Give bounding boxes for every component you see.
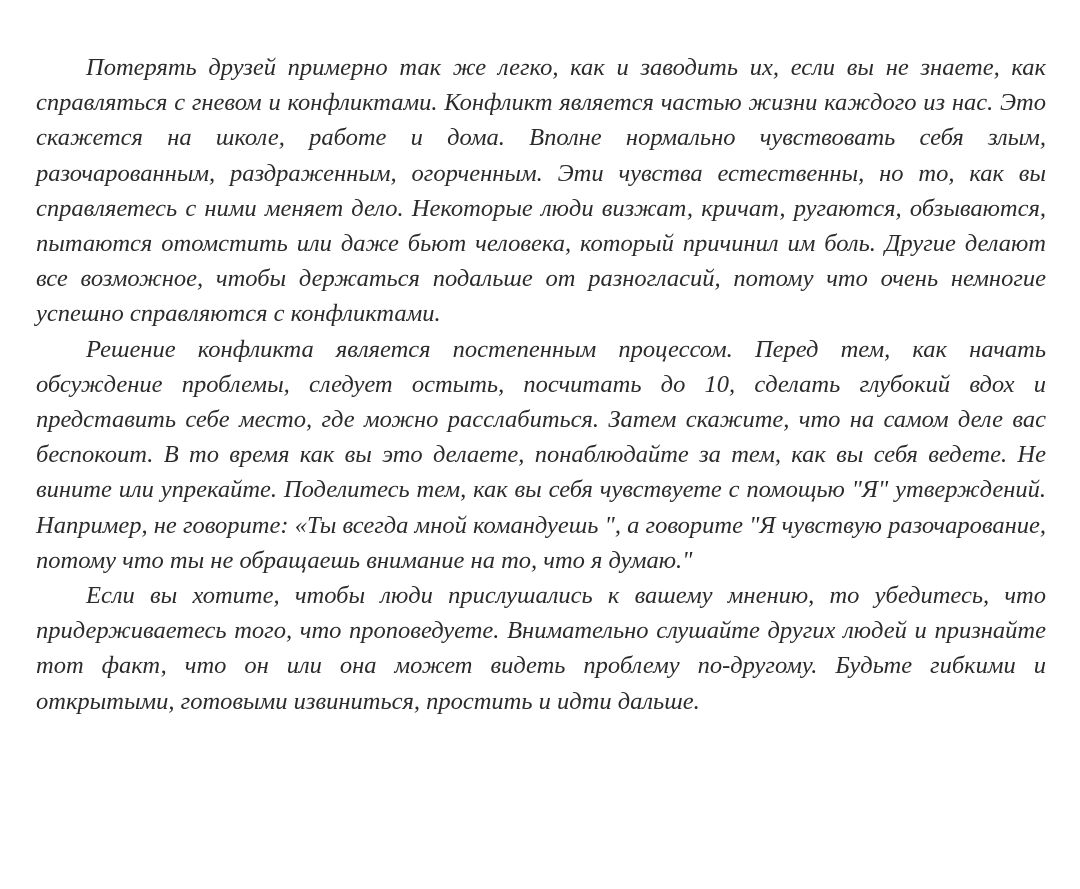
paragraph-3: Если вы хотите, чтобы люди прислушались к вашему мнению, то убедитесь, что придерживаетесь того, что проповедуете. Внимательно слушайте других людей и признайте тот факт, что он или она может видеть проблему по-другому. Будьте гибкими и открытыми, готовыми извиниться, простить и идти дальше. — [36, 582, 1046, 715]
paragraph-1: Потерять друзей примерно так же легко, как и заводить их, если вы не знаете, как справляться с гневом и конфликтами. Конфликт является частью жизни каждого из нас. Это скажется на школе, работе и дома. Вполне нормально чувствовать себя злым, разочарованным, раздраженным, огорченным. Эти чувства естественны, но то, как вы справляетесь с ними меняет дело. Некоторые люди визжат, кричат, ругаются, обзываются, пытаются отомстить или даже бьют человека, который причинил им боль. Другие делают все возможное, чтобы держаться подальше от разногласий, потому что очень немногие успешно справляются с конфликтами. — [36, 54, 1046, 328]
document-page — [36, 50, 1046, 719]
paragraph-2: Решение конфликта является постепенным процессом. Перед тем, как начать обсуждение проблемы, следует остыть, посчитать до 10, сделать глубокий вдох и представить себе место, где можно расслабиться. Затем скажите, что на самом деле вас беспокоит. В то время как вы это делаете, понаблюдайте за тем, как вы себя ведете. Не вините или упрекайте. Поделитесь тем, как вы себя чувствуете с помощью "Я" утверждений. Например, не говорите: «Ты всегда мной командуешь ", а говорите "Я чувствую разочарование, потому что ты не обращаешь внимание на то, что я думаю." — [36, 335, 1046, 574]
